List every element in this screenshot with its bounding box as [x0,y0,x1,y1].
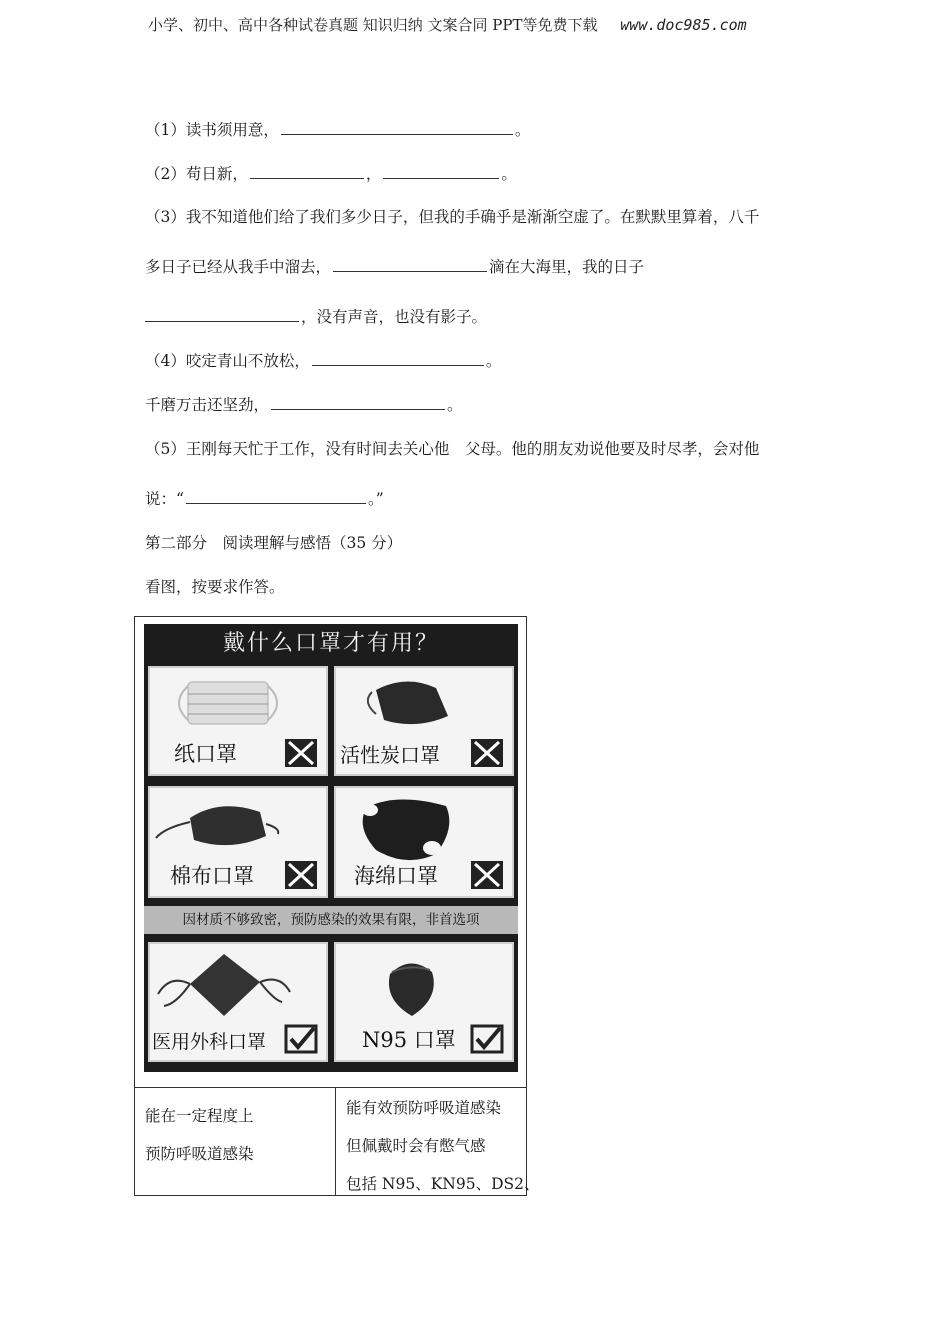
mask-cell-paper [148,666,328,776]
q2-suffix: 。 [501,165,517,183]
q4-suffix-1: 。 [485,352,502,370]
cross-icon [470,860,504,890]
q4-suffix-2: 。 [447,396,463,414]
desc-left-line-1: 能在一定程度上 [145,1107,254,1125]
check-icon [284,1024,318,1054]
desc-right-line-3: 包括 N95、KN95、DS2、 [346,1175,540,1193]
desc-right-line-2: 但佩戴时会有憋气感 [346,1137,486,1155]
mask-cell-sponge [334,786,514,898]
mask-cell-surgical [148,942,328,1062]
q1-prefix: （1）读书须用意， [145,121,279,139]
mask-label-sponge: 海绵口罩 [354,864,438,888]
q3-line2-prefix: 多日子已经从我手中溜去， [145,258,332,276]
cross-icon [470,738,504,768]
q5-line1: （5）王刚每天忙于工作，没有时间去关心他 父母。他的朋友劝说他要及时尽孝，会对他 [145,440,760,458]
question-3-line-3 [145,307,487,327]
q3-line1: （3）我不知道他们给了我们多少日子，但我的手确乎是渐渐空虚了。在默默里算着，八千 [145,208,760,226]
q4-prefix-2: 千磨万击还坚劲， [145,396,270,414]
poster-title: 戴什么口罩才有用？ [222,631,439,656]
q3-line3-suffix: ，没有声音，也没有影子。 [301,308,488,326]
mask-cell-activated-carbon [334,666,514,776]
q2-prefix: （2）苟日新， [145,165,248,183]
mask-label-paper: 纸口罩 [174,742,237,766]
header-site: www.doc985.com [620,16,747,34]
q2-mid: ， [365,165,382,183]
mask-poster [144,624,518,1072]
q3-blank-1[interactable] [333,257,487,272]
mask-label-carbon: 活性炭口罩 [340,743,440,767]
q5-line2-prefix: 说：“ [145,490,184,508]
q4-prefix-1: （4）咬定青山不放松， [145,352,310,370]
q4-blank-2[interactable] [271,395,445,410]
surgical-mask-icon [150,944,326,1034]
cotton-mask-icon [150,788,326,868]
question-3-line-1 [145,207,759,227]
mask-cell-n95 [334,942,514,1062]
mask-label-cotton: 棉布口罩 [170,864,254,888]
question-3-line-2 [145,257,644,277]
q3-line2-suffix: 滴在大海里，我的日子 [489,258,645,276]
desc-left [135,1088,336,1196]
question-2 [145,164,517,184]
desc-left-line-2: 预防呼吸道感染 [145,1145,254,1163]
mask-descriptions [135,1087,540,1196]
question-5-line-2 [145,489,384,509]
q5-blank[interactable] [186,489,366,504]
q5-line2-suffix: 。” [367,490,384,508]
q2-blank-2[interactable] [383,164,499,179]
page-header [148,14,828,35]
q1-blank[interactable] [281,120,513,135]
section-title: 第二部分 阅读理解与感悟（35 分） [145,534,403,552]
mask-label-surgical: 医用外科口罩 [152,1031,267,1053]
mask-figure [134,616,540,1196]
question-1 [145,120,530,140]
poster-note: 因材质不够致密，预防感染的效果有限，非首选项 [144,906,518,934]
cross-icon [284,860,318,890]
q1-suffix: 。 [514,121,531,139]
check-icon [470,1024,504,1054]
question-4-line-2 [145,395,463,415]
q3-blank-2[interactable] [145,307,299,322]
q2-blank-1[interactable] [250,164,364,179]
desc-right-line-1: 能有效预防呼吸道感染 [346,1099,502,1117]
n95-mask-icon [336,944,512,1034]
carbon-mask-icon [336,668,512,748]
header-text: 小学、初中、高中各种试卷真题 知识归纳 文案合同 PPT等免费下载 [148,16,598,34]
instruction: 看图，按要求作答。 [145,578,285,596]
cross-icon [284,738,318,768]
question-5-line-1 [145,439,759,459]
paper-mask-icon [150,668,326,748]
q4-blank-1[interactable] [312,351,484,366]
mask-cell-cotton [148,786,328,898]
desc-right [336,1088,540,1196]
mask-label-n95: N95 口罩 [362,1028,456,1052]
question-4-line-1 [145,351,501,371]
